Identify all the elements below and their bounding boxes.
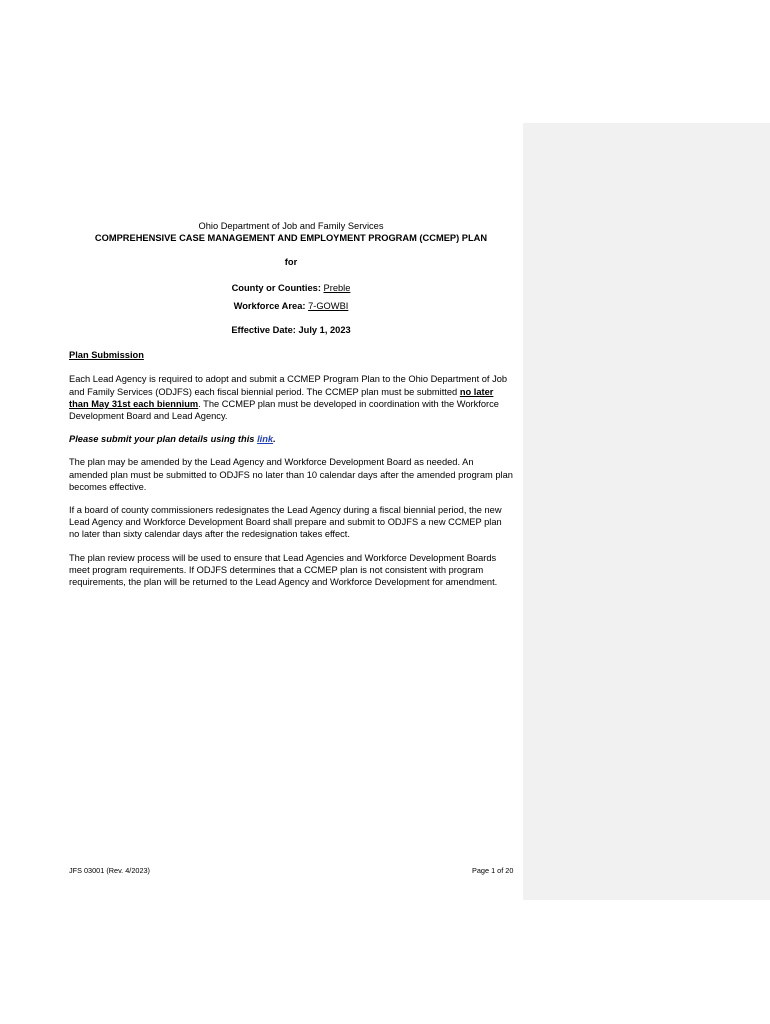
paragraph-2-text-b: . [273,434,276,445]
county-line [69,282,513,294]
plan-details-link[interactable]: link [257,434,274,445]
paragraph-1 [69,373,513,422]
footer-form-id: JFS 03001 (Rev. 4/2023) [69,866,150,875]
section-heading: Plan Submission [69,350,144,361]
workforce-label: Workforce Area: [233,300,306,311]
plan-title: COMPREHENSIVE CASE MANAGEMENT AND EMPLOYMENT PROGRAM (CCMEP) PLAN [94,233,488,244]
paragraph-2 [69,433,513,445]
paragraph-4: If a board of county commissioners redesignates the Lead Agency during a fiscal biennial period, the new Lead Agency and Workforce Development Board shall prepare and submit to ODJFS a new CCMEP plan no later than sixty calendar days after the redesignation takes effect. [69,505,502,540]
footer-page-number: Page 1 of 20 [472,866,514,875]
paragraph-1-text-b: . The CCMEP plan must be developed in coordination with the Workforce Development Board and Lead Agency. [69,398,499,422]
paragraph-1-deadline: no later than May 31st each biennium [69,386,494,409]
effective-date: Effective Date: July 1, 2023 [231,325,351,336]
comment-pane-title [523,123,770,145]
document-page [69,218,513,588]
workforce-value: 7-GOWBI [308,300,349,311]
for-label: for [284,257,298,268]
county-label: County or Counties: [231,282,321,293]
agency-name: Ohio Department of Job and Family Services [198,221,384,231]
paragraph-3: The plan may be amended by the Lead Agency and Workforce Development Board as needed. An amended plan must be submitted to ODJFS no later than 10 calendar days after the amended program plan becomes effective. [69,457,513,492]
comment-pane [523,123,770,900]
paragraph-5: The plan review process will be used to ensure that Lead Agencies and Workforce Development Boards meet program requirements. If ODJFS determines that a CCMEP plan is not consistent with program requirements, the plan will be returned to the Lead Agency and Workforce Development for amendment. [69,552,498,588]
paragraph-1-text-a: Each Lead Agency is required to adopt and submit a CCMEP Program Plan to the Ohio Department of Job and Family Services (ODJFS) each fiscal biennial period. The CCMEP plan must be submitted [69,374,508,397]
workforce-line [69,300,513,312]
county-value: Preble [323,282,351,293]
paragraph-2-text-a: Please submit your plan details using this [69,434,258,445]
